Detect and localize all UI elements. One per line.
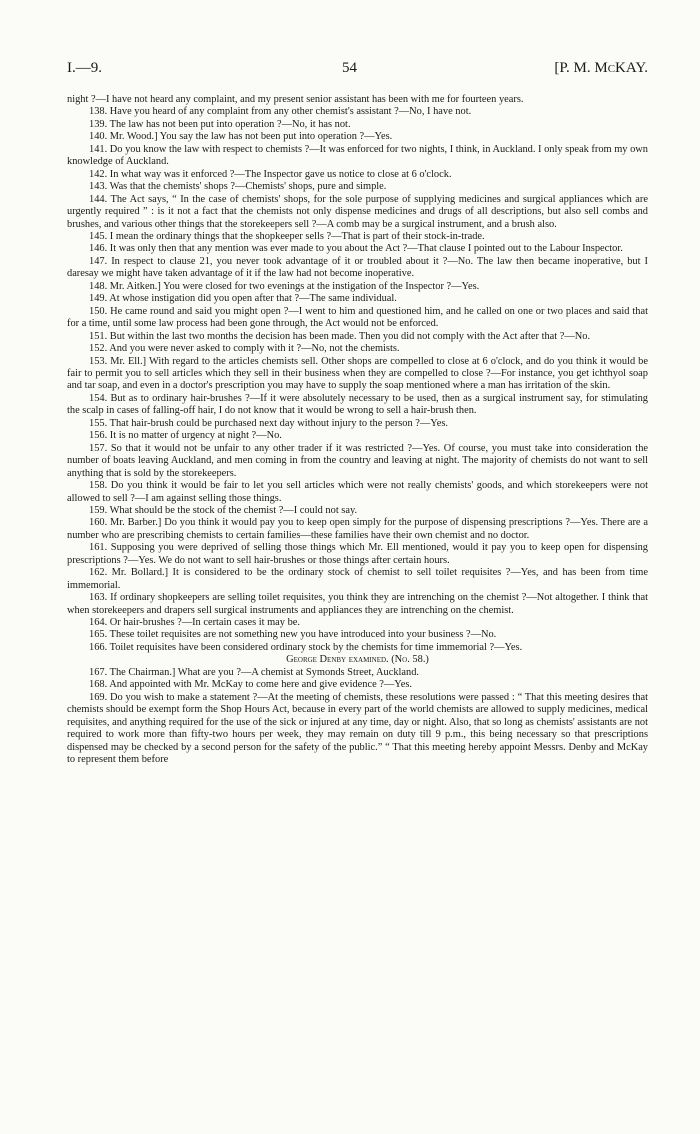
- evidence-paragraph: 168. And appointed with Mr. McKay to come here and give evidence ?—Yes.: [89, 679, 413, 691]
- witness-name: [P. M. McKAY.: [554, 60, 648, 76]
- evidence-paragraph: 139. The law has not been put into operation ?—No, it has not.: [89, 118, 351, 130]
- evidence-after: [67, 667, 648, 767]
- evidence-paragraph: 157. So that it would not be unfair to any other trader if it was restricted ?—Yes. Of course, you must take into consideration the number of boats leaving Auckland, and men coming in from the country and leaving at night. The majority of chemists do not want to sell anything that is sold by the storekeepers.: [67, 442, 648, 479]
- evidence-paragraph: 166. Toilet requisites have been considered ordinary stock by the chemists for time immemorial ?—Yes.: [89, 641, 523, 653]
- evidence-paragraph: 161. Supposing you were deprived of selling those things which Mr. Ell mentioned, would it pay you to keep open for dispensing prescriptions ?—Yes. We do not want to sell hair-brushes or those things after certain hours.: [67, 542, 648, 566]
- evidence-paragraph: 150. He came round and said you might open ?—I went to him and questioned him, and he called on one or two places and said that for a time, until some law process had been gone through, the Act would not be enforced.: [67, 305, 648, 330]
- evidence-paragraph: 148. Mr. Aitken.] You were closed for two evenings at the instigation of the Inspector ?—Yes.: [89, 280, 480, 292]
- section-heading: George Denby examined. (No. 58.): [286, 654, 429, 666]
- evidence-paragraph: 143. Was that the chemists' shops ?—Chemists' shops, pure and simple.: [89, 181, 387, 193]
- evidence-paragraph: 169. Do you wish to make a statement ?—At the meeting of chemists, these resolutions were passed : “ That this meeting desires that chemists should be exempt form the Shop Hours Act, because in every part of the world chemists are allowed to supply medicines, medical requisites, and anything required for the use of the sick or injured at any time, day or night. Also, that so long as chemists' assistants are not required to work more than fifty-two hours per week, they may remain on duty till 9 p.m., this being necessary so that prescriptions dispensed may be checked by a second person for the safety of the public.” “ That this meeting hereby appoint Messrs. Denby and McKay to represent them before: [67, 691, 648, 766]
- evidence-paragraph: 162. Mr. Bollard.] It is considered to be the ordinary stock of chemist to sell toilet requisites ?—Yes, and has been from time immemorial.: [67, 567, 648, 591]
- paper-reference: I.—9.: [67, 60, 102, 76]
- evidence-paragraph: 156. It is no matter of urgency at night ?—No.: [89, 430, 282, 442]
- evidence-paragraph: 147. In respect to clause 21, you never took advantage of it or troubled about it ?—No. The law then became inoperative, but I daresay we might have taken advantage of it if the law had not become inoperative.: [67, 255, 648, 280]
- evidence-paragraph: night ?—I have not heard any complaint, and my present senior assistant has been with me for fourteen years.: [67, 94, 524, 105]
- evidence-paragraph: 151. But within the last two months the decision has been made. Then you did not comply with the Act after that ?—No.: [89, 330, 591, 342]
- evidence-paragraph: 146. It was only then that any mention was ever made to you about the Act ?—That clause I pointed out to the Labour Inspector.: [89, 243, 623, 255]
- evidence-paragraph: 167. The Chairman.] What are you ?—A chemist at Symonds Street, Auckland.: [89, 666, 420, 678]
- evidence-paragraph: 153. Mr. Ell.] With regard to the articles chemists sell. Other shops are compelled to close at 6 o'clock, and do you think it would be fair to permit you to sell articles which they sell in their business when they are compelled to close ?—For instance, you get ichthyol soap and tar soap, and even in a doctor's prescription you may have to supply the soap mentioned where a man has irritation of the skin.: [67, 355, 648, 392]
- evidence-paragraph: 138. Have you heard of any complaint from any other chemist's assistant ?—No, I have not.: [89, 106, 472, 118]
- evidence-paragraph: 163. If ordinary shopkeepers are selling toilet requisites, you think they are intrenching on the chemist ?—Not altogether. I think that when storekeepers and drapers sell surgical instruments and appliances they are intrenching on the chemist.: [67, 592, 648, 616]
- evidence-paragraph: 164. Or hair-brushes ?—In certain cases it may be.: [89, 617, 300, 629]
- evidence-paragraph: 165. These toilet requisites are not something new you have introduced into your business ?—No.: [89, 629, 497, 641]
- evidence-paragraph: 141. Do you know the law with respect to chemists ?—It was enforced for two nights, I think, in Auckland. I only speak from my own knowledge of Auckland.: [67, 143, 648, 168]
- evidence-before: [67, 94, 648, 654]
- evidence-paragraph: 145. I mean the ordinary things that the shopkeeper sells ?—That is part of their stock-in-trade.: [89, 230, 485, 242]
- page-header: [67, 60, 648, 82]
- evidence-paragraph: 158. Do you think it would be fair to let you sell articles which were not really chemists' goods, and which storekeepers were not allowed to sell ?—I am against selling those things.: [67, 480, 648, 504]
- evidence-paragraph: 160. Mr. Barber.] Do you think it would pay you to keep open simply for the purpose of dispensing prescriptions ?—Yes. There are a number who are prescribing chemists to certain families—these families have their own chemist and no doctor.: [67, 517, 648, 541]
- evidence-paragraph: 149. At whose instigation did you open after that ?—The same individual.: [89, 293, 397, 305]
- evidence-body: [67, 94, 648, 766]
- page-number: 54: [342, 60, 357, 76]
- evidence-paragraph: 155. That hair-brush could be purchased next day without injury to the person ?—Yes.: [89, 417, 448, 429]
- evidence-paragraph: 142. In what way was it enforced ?—The Inspector gave us notice to close at 6 o'clock.: [89, 168, 452, 180]
- evidence-paragraph: 154. But as to ordinary hair-brushes ?—If it were absolutely necessary to be used, then as a surgical instrument say, for stimulating the scalp in cases of falling-off hair, I do not know that it would be wrong to sell a hair-brush then.: [67, 392, 648, 417]
- evidence-paragraph: 152. And you were never asked to comply with it ?—No, not the chemists.: [89, 343, 400, 355]
- evidence-paragraph: 144. The Act says, “ In the case of chemists' shops, for the sole purpose of supplying medicines and surgical appliances which are urgently required ” : is it not a fact that the chemists not only dispense medicines and drugs of all descriptions, but also sell combs and brushes, and various other things that the storekeepers sell ?—A comb may be a surgical instrument, and a brush also.: [67, 193, 648, 230]
- evidence-paragraph: 159. What should be the stock of the chemist ?—I could not say.: [89, 504, 358, 516]
- evidence-paragraph: 140. Mr. Wood.] You say the law has not been put into operation ?—Yes.: [89, 131, 393, 143]
